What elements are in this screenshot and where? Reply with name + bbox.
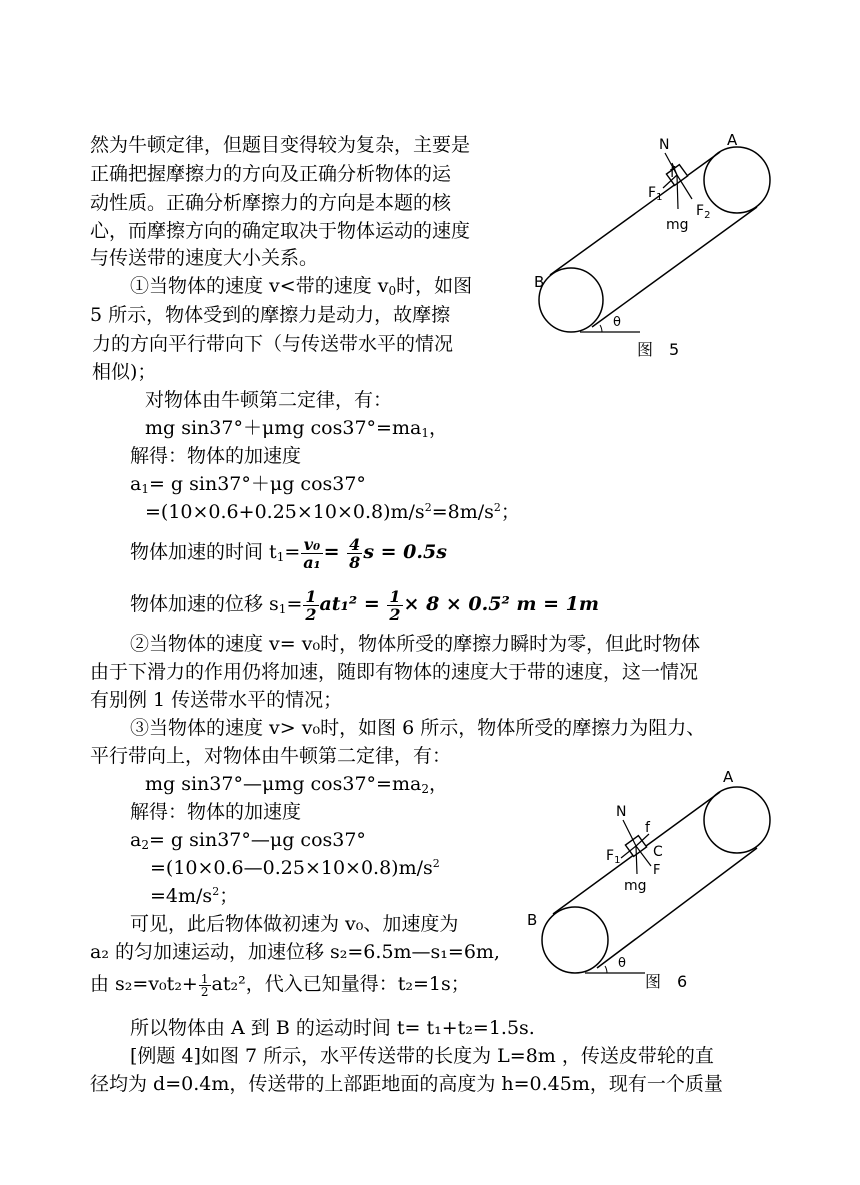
figure-5-caption: 图 5 xyxy=(637,340,680,359)
case3-half-fraction: $\frac{1}{2}$ xyxy=(200,971,209,999)
case1-time-fraction-4-8: $\frac{4}{8}$ xyxy=(349,534,361,572)
case3-after3-b: at₂²，代入已知量得：t₂=1s； xyxy=(211,973,470,995)
case1-line-1: ①当物体的速度 v<带的速度 $v_0$时，如图 xyxy=(130,275,473,298)
figure-6-caption: 图 6 xyxy=(645,972,688,991)
case1-eq2-text: = g sin37°＋μg cos37° xyxy=(148,473,366,495)
case1-time-formula xyxy=(130,532,447,572)
case3-eq1-tail: ， xyxy=(428,773,448,795)
case1-line-1-text: ①当物体的速度 v<带的速度 v xyxy=(130,275,389,297)
case3-eq3-text: =(10×0.6—0.25×10×0.8)m/s xyxy=(150,857,433,879)
angle-arc xyxy=(605,966,607,973)
case3-eq4-text: =4m/s xyxy=(150,885,213,907)
label-n: N xyxy=(659,137,670,153)
para1-line-4: 心，而摩擦方向的确定取决于物体运动的速度 xyxy=(90,220,471,242)
case3-eq4-tail: ； xyxy=(219,885,239,907)
label-f1: $F_1$ xyxy=(648,185,663,203)
example4-line-1: [例题 4]如图 7 所示，水平传送带的长度为 L=8m ，传送皮带轮的直 xyxy=(130,1045,714,1067)
case3-line-2: 平行带向上，对物体由牛顿第二定律，有： xyxy=(90,745,452,767)
case1-eq1-tail: ， xyxy=(428,417,448,439)
figure-5 xyxy=(530,125,780,365)
case1-equation-2 xyxy=(130,472,366,496)
case3-after-line-2: a₂ 的匀加速运动，加速位移 s₂=6.5m—s₁=6m, xyxy=(90,941,500,963)
label-theta: θ xyxy=(613,315,621,330)
label-f2: $F_2$ xyxy=(696,203,711,221)
case1-displacement-formula xyxy=(130,584,599,624)
case3-equation-4: $=4m/s^2$； xyxy=(150,885,239,907)
label-a: A xyxy=(727,131,738,149)
para1-line-1: 然为牛顿定律，但题目变得较为复杂，主要是 xyxy=(90,134,471,156)
case3-eq2-a: a xyxy=(130,829,142,851)
case1-equation-1 xyxy=(145,416,448,440)
case1-disp-sub: 1 xyxy=(278,602,287,616)
case3-solve-label: 解得：物体的加速度 xyxy=(130,801,302,823)
label-f: f xyxy=(645,820,650,836)
label-n: N xyxy=(616,804,627,820)
case3-after-line-3 xyxy=(90,966,470,1002)
case1-disp-half-1: $\frac{1}{2}$ xyxy=(305,586,317,624)
case1-equation-3: $=(10\times 0.6+0.25\times 10\times 0.8)m/s^2=8m/s^2$； xyxy=(145,501,520,523)
figure-6 xyxy=(525,762,785,1002)
case3-eq2-sub: 2 xyxy=(141,838,149,852)
case1-line-2: 5 所示，物体受到的摩擦力是动力，故摩擦 xyxy=(90,304,451,326)
case1-disp-result: × 8 × 0.5² m = 1m xyxy=(403,593,600,615)
case1-line-5: 对物体由牛顿第二定律，有： xyxy=(145,389,393,411)
label-mg: mg xyxy=(624,878,647,894)
case1-line-3: 力的方向平行带向下（与传送带水平的情况 xyxy=(92,333,454,355)
belt-bottom xyxy=(597,848,757,968)
case1-solve-label: 解得：物体的加速度 xyxy=(130,445,302,467)
case1-eq2-sub: 1 xyxy=(141,482,149,496)
label-theta: θ xyxy=(618,956,626,971)
case1-disp-half-2: $\frac{1}{2}$ xyxy=(389,586,401,624)
case3-equation-3: $=(10\times 0.6—0.25\times 10\times 0.8)m/s^2$ xyxy=(150,857,440,879)
case1-eq1-sub: 1 xyxy=(421,426,429,440)
case3-eq2-text: = g sin37°—μg cos37° xyxy=(148,829,366,851)
case1-time-fraction-v0-a1: $\frac{\text{v₀}}{\text{a₁}}$ xyxy=(303,534,321,572)
case1-time-sub: 1 xyxy=(276,550,285,564)
label-force-f: F xyxy=(653,863,661,878)
para1-line-3: 动性质。正确分析摩擦力的方向是本题的核 xyxy=(90,192,452,214)
para1-line-5: 与传送带的速度大小关系。 xyxy=(90,247,319,269)
conclusion-line: 所以物体由 A 到 B 的运动时间 t= t₁+t₂=1.5s. xyxy=(130,1017,535,1039)
case1-time-rest: = xyxy=(323,541,347,563)
case1-time-eq: = xyxy=(284,541,301,563)
case2-line-2: 由于下滑力的作用仍将加速，随即有物体的速度大于带的速度，这一情况 xyxy=(90,661,699,683)
para1-line-2: 正确把握摩擦力的方向及正确分析物体的运 xyxy=(90,163,452,185)
case3-line-1: ③当物体的速度 v> v₀时，如图 6 所示，物体所受的摩擦力为阻力、 xyxy=(130,717,706,739)
angle-arc xyxy=(600,325,602,332)
case1-disp-mid: at₁² = xyxy=(319,593,387,615)
label-f: f xyxy=(670,165,675,181)
case2-line-1: ②当物体的速度 v= v₀时，物体所受的摩擦力瞬时为零，但此时物体 xyxy=(130,633,701,655)
case1-time-label: 物体加速的时间 t xyxy=(130,541,277,563)
case1-line-1-tail: 时，如图 xyxy=(396,275,473,297)
label-f1: $F_1$ xyxy=(606,848,621,866)
case1-disp-label: 物体加速的位移 s xyxy=(130,593,279,615)
case1-disp-eq: = xyxy=(286,593,303,615)
label-b: B xyxy=(527,911,538,929)
case1-eq3-c: ； xyxy=(500,501,520,523)
case1-eq2-a: a xyxy=(130,473,142,495)
case2-line-3: 有别例 1 传送带水平的情况； xyxy=(90,689,343,711)
example4-line-2: 径均为 d=0.4m，传送带的上部距地面的高度为 h=0.45m，现有一个质量 xyxy=(90,1073,723,1095)
case3-equation-2 xyxy=(130,828,366,852)
pulley-b xyxy=(542,907,608,973)
case3-after3-a: 由 s₂=v₀t₂+ xyxy=(90,973,198,995)
pulley-b xyxy=(539,268,603,332)
case1-eq1-text: mg sin37°＋μmg cos37°=ma xyxy=(145,417,422,439)
case3-eq1-sub: 2 xyxy=(421,782,429,796)
case1-eq3-b: =8m/s xyxy=(431,501,494,523)
case1-line-4: 相似)； xyxy=(92,361,157,383)
case3-after-line-1: 可见，此后物体做初速为 v₀、加速度为 xyxy=(130,913,459,935)
belt-top xyxy=(550,152,720,275)
case1-eq3-a: =(10×0.6+0.25×10×0.8)m/s xyxy=(145,501,425,523)
label-c: C xyxy=(653,844,663,860)
label-b: B xyxy=(534,273,545,291)
case1-time-result: s = 0.5s xyxy=(363,541,447,563)
case3-eq1-text: mg sin37°—μmg cos37°=ma xyxy=(145,773,422,795)
case3-equation-1 xyxy=(145,772,448,796)
label-a: A xyxy=(723,768,734,786)
label-mg: mg xyxy=(666,217,689,233)
